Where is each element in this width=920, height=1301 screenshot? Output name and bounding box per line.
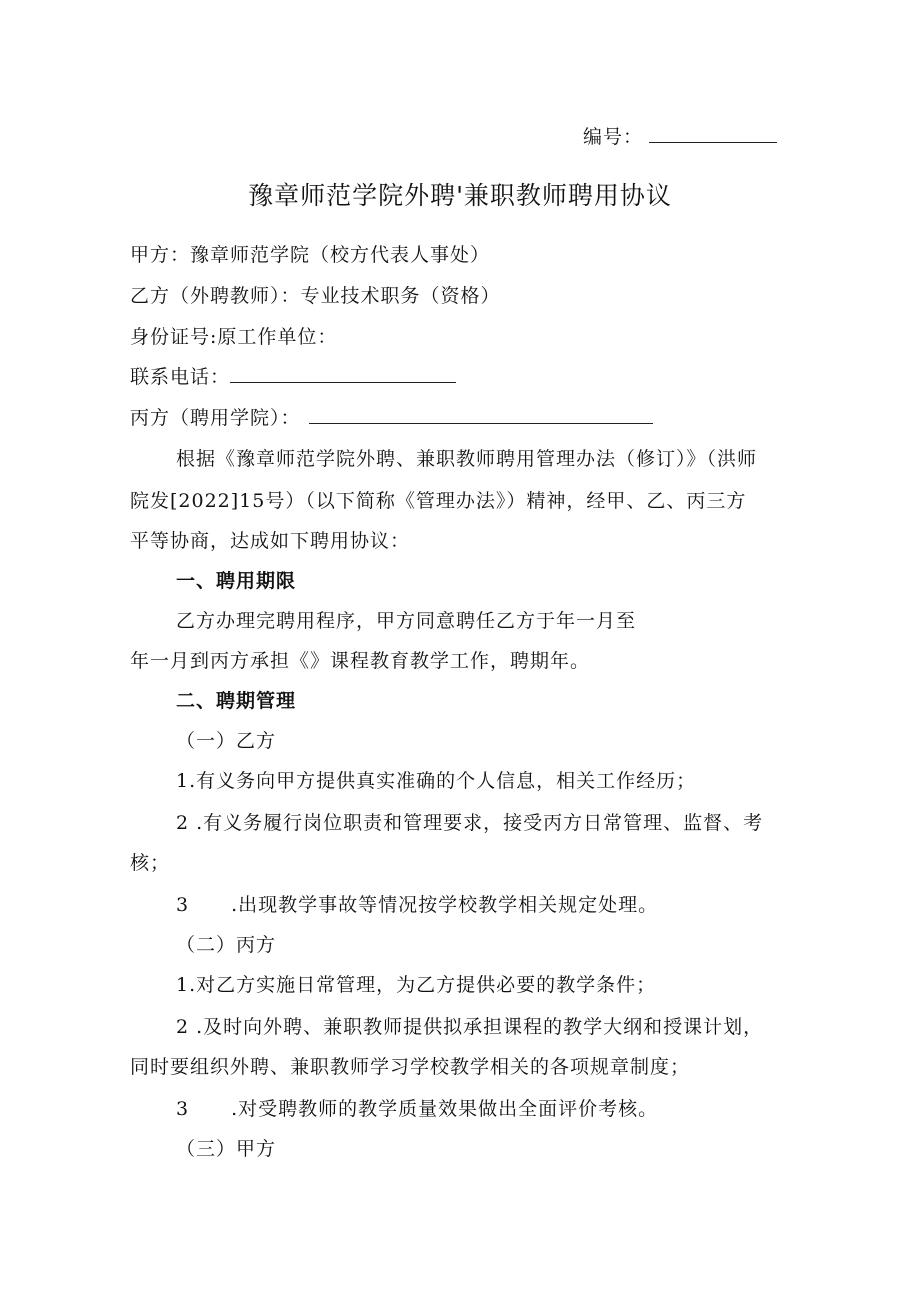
intro-line-1: 根据《豫章师范学院外聘、兼职教师聘用管理办法（修订）》（洪师	[176, 448, 758, 470]
party-b-item-3	[176, 892, 658, 918]
subsection-party-a: （三）甲方	[176, 1138, 277, 1160]
party-c-item-3-text: .对受聘教师的教学质量效果做出全面评价考核。	[231, 1098, 659, 1120]
party-b-item-3-number: 3	[176, 894, 190, 916]
party-c-item-2-line-1: 2 .及时向外聘、兼职教师提供拟承担课程的教学大纲和授课计划，	[176, 1016, 764, 1038]
party-b-item-2-line-1: 2 .有义务履行岗位职责和管理要求，接受丙方日常管理、监督、考	[176, 812, 764, 834]
party-b-item-2-line-2: 核；	[130, 852, 171, 874]
party-c-item-1: 1.对乙方实施日常管理，为乙方提供必要的教学条件；	[176, 974, 657, 996]
phone-line	[130, 364, 456, 390]
party-c-item-3-number: 3	[176, 1098, 190, 1120]
document-number-label: 编号：	[583, 126, 644, 148]
party-c-field[interactable]	[309, 405, 653, 424]
section2-heading: 二、聘期管理	[176, 690, 297, 712]
party-c-line	[130, 405, 653, 431]
phone-label: 联系电话：	[130, 366, 231, 388]
party-b-item-1: 1.有义务向甲方提供真实准确的个人信息，相关工作经历；	[176, 770, 697, 792]
id-number-line: 身份证号:原工作单位：	[130, 326, 338, 348]
section1-heading: 一、聘用期限	[176, 570, 297, 592]
party-c-label: 丙方（聘用学院）：	[130, 407, 301, 429]
party-c-item-2-line-2: 同时要组织外聘、兼职教师学习学校教学相关的各项规章制度；	[130, 1056, 691, 1078]
document-number	[583, 124, 777, 150]
section1-line-1: 乙方办理完聘用程序，甲方同意聘任乙方于年一月至	[176, 610, 637, 632]
subsection-party-b: （一）乙方	[176, 730, 277, 752]
party-a-line: 甲方：豫章师范学院（校方代表人事处）	[130, 244, 491, 266]
intro-line-3: 平等协商，达成如下聘用协议：	[130, 530, 411, 552]
party-b-item-3-text: .出现教学事故等情况按学校教学相关规定处理。	[231, 894, 659, 916]
party-b-line: 乙方（外聘教师）：专业技术职务（资格）	[130, 285, 501, 307]
party-c-item-3	[176, 1096, 658, 1122]
phone-field[interactable]	[230, 364, 456, 383]
subsection-party-c: （二）丙方	[176, 934, 277, 956]
section1-line-2: 年一月到丙方承担《》课程教育教学工作，聘期年。	[130, 650, 591, 672]
intro-line-2: 院发[2022]15号）（以下简称《管理办法》）精神，经甲、乙、丙三方	[130, 490, 747, 512]
document-number-field[interactable]	[649, 124, 777, 143]
document-title: 豫章师范学院外聘'兼职教师聘用协议	[248, 181, 672, 210]
